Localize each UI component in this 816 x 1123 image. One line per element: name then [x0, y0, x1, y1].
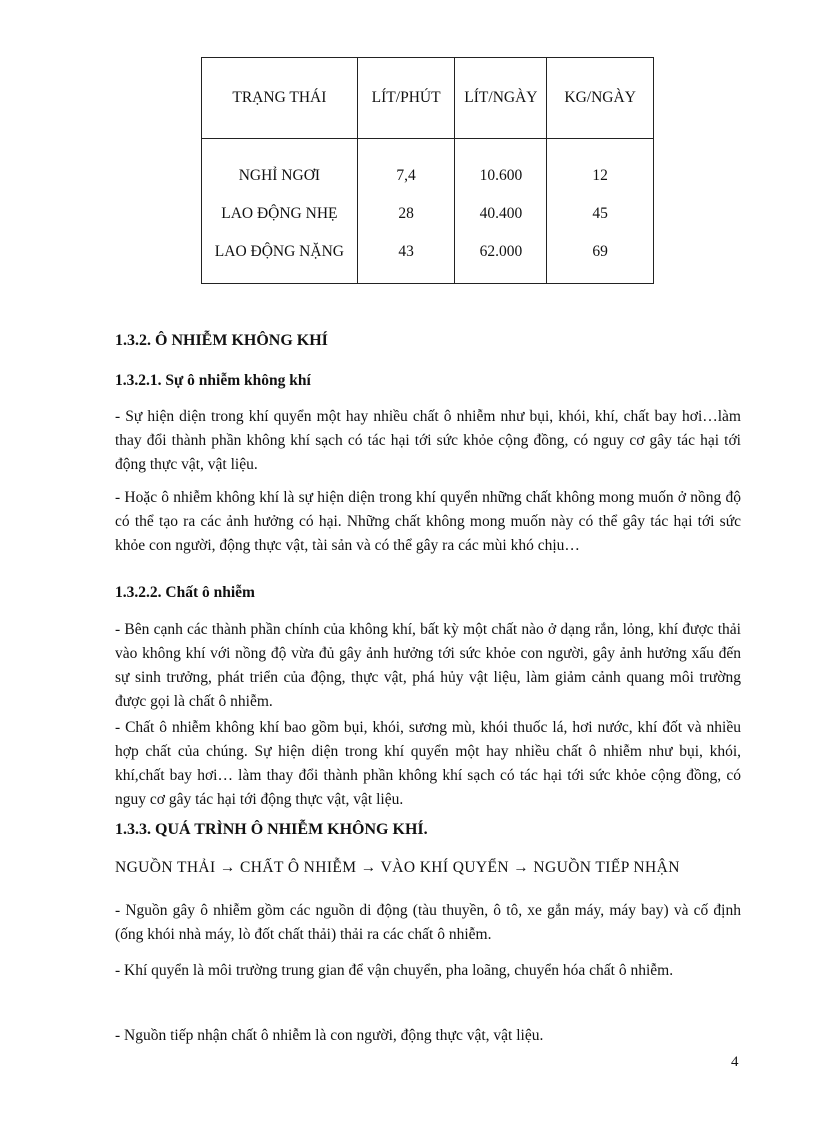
table-header-cell: LÍT/PHÚT — [357, 58, 455, 139]
table-cell: 12 — [592, 167, 608, 184]
table-column-lit-ngay — [455, 139, 547, 284]
table-cell: NGHỈ NGƠI — [238, 167, 321, 184]
table-header-cell: KG/NGÀY — [547, 58, 654, 139]
table-header-row — [202, 58, 654, 139]
table-cell: 40.400 — [479, 205, 523, 222]
table-column-state — [202, 139, 358, 284]
paragraph: - Nguồn gây ô nhiễm gồm các nguồn di động (tàu thuyền, ô tô, xe gắn máy, máy bay) và cố định (ống khói nhà máy, lò đốt chất thải) thải ra các chất ô nhiễm. — [115, 902, 741, 943]
table-column-lit-phut — [357, 139, 455, 284]
table-cell: 45 — [592, 205, 608, 222]
table-cell: LAO ĐỘNG NẶNG — [214, 243, 344, 260]
paragraph: - Khí quyển là môi trường trung gian để vận chuyển, pha loãng, chuyển hóa chất ô nhiễm. — [115, 962, 674, 979]
table-body-row — [202, 139, 654, 284]
table-cell: 69 — [592, 243, 608, 260]
table-header-cell: LÍT/NGÀY — [455, 58, 547, 139]
pollution-flow-line: NGUỒN THẢI → CHẤT Ô NHIỄM → VÀO KHÍ QUYỂN → NGUỒN TIẾP NHẬN — [115, 859, 680, 876]
table-cell: LAO ĐỘNG NHẸ — [221, 205, 338, 222]
paragraph: - Hoặc ô nhiễm không khí là sự hiện diện trong khí quyển những chất không mong muốn ở nồng độ có thể tạo ra các ảnh hưởng có hại. Những chất không mong muốn này có thể gây tác hại tới sức khỏe con người, động thực vật, tài sản và có thể gây ra các mùi khó chịu… — [115, 489, 741, 554]
subsection-heading-1-3-2-2: 1.3.2.2. Chất ô nhiễm — [115, 584, 255, 601]
paragraph: - Bên cạnh các thành phần chính của không khí, bất kỳ một chất nào ở dạng rắn, lỏng, khí được thải vào không khí với nồng độ vừa đủ gây ảnh hưởng tới sức khỏe con người, gây ảnh hưởng xấu đến sự sinh trưởng, phát triển của động, thực vật, phá hủy vật liệu, làm giảm cảnh quang môi trường được gọi là chất ô nhiễm. — [115, 621, 741, 710]
table-column-kg-ngay — [547, 139, 654, 284]
section-heading-1-3-2: 1.3.2. Ô NHIỄM KHÔNG KHÍ — [115, 332, 328, 349]
table-header-cell: TRẠNG THÁI — [202, 58, 358, 139]
table-cell: 43 — [398, 243, 414, 260]
paragraph: - Chất ô nhiễm không khí bao gồm bụi, khói, sương mù, khói thuốc lá, hơi nước, khí đốt và nhiều hợp chất của chúng. Sự hiện diện trong khí quyển một hay nhiều chất ô nhiễm như bụi, khói, khí,chất bay hơi… làm thay đổi thành phần không khí sạch có tác hại tới sức khỏe cộng đồng, có nguy cơ gây tác hại tới động thực vật, vật liệu. — [115, 719, 741, 808]
table-cell: 10.600 — [479, 167, 523, 184]
page-number: 4 — [731, 1054, 739, 1070]
breathing-table — [201, 57, 654, 284]
paragraph: - Sự hiện diện trong khí quyển một hay nhiều chất ô nhiễm như bụi, khói, khí, chất bay hơi…làm thay đổi thành phần không khí sạch có tác hại tới sức khỏe cộng đồng, có nguy cơ gây tác hại tới động thực vật, vật liệu. — [115, 408, 741, 473]
paragraph: - Nguồn tiếp nhận chất ô nhiễm là con người, động thực vật, vật liệu. — [115, 1027, 544, 1044]
subsection-heading-1-3-2-1: 1.3.2.1. Sự ô nhiễm không khí — [115, 372, 311, 389]
table-cell: 7,4 — [396, 167, 416, 184]
section-heading-1-3-3: 1.3.3. QUÁ TRÌNH Ô NHIỄM KHÔNG KHÍ. — [115, 821, 428, 838]
table-cell: 28 — [398, 205, 414, 222]
table-cell: 62.000 — [479, 243, 523, 260]
